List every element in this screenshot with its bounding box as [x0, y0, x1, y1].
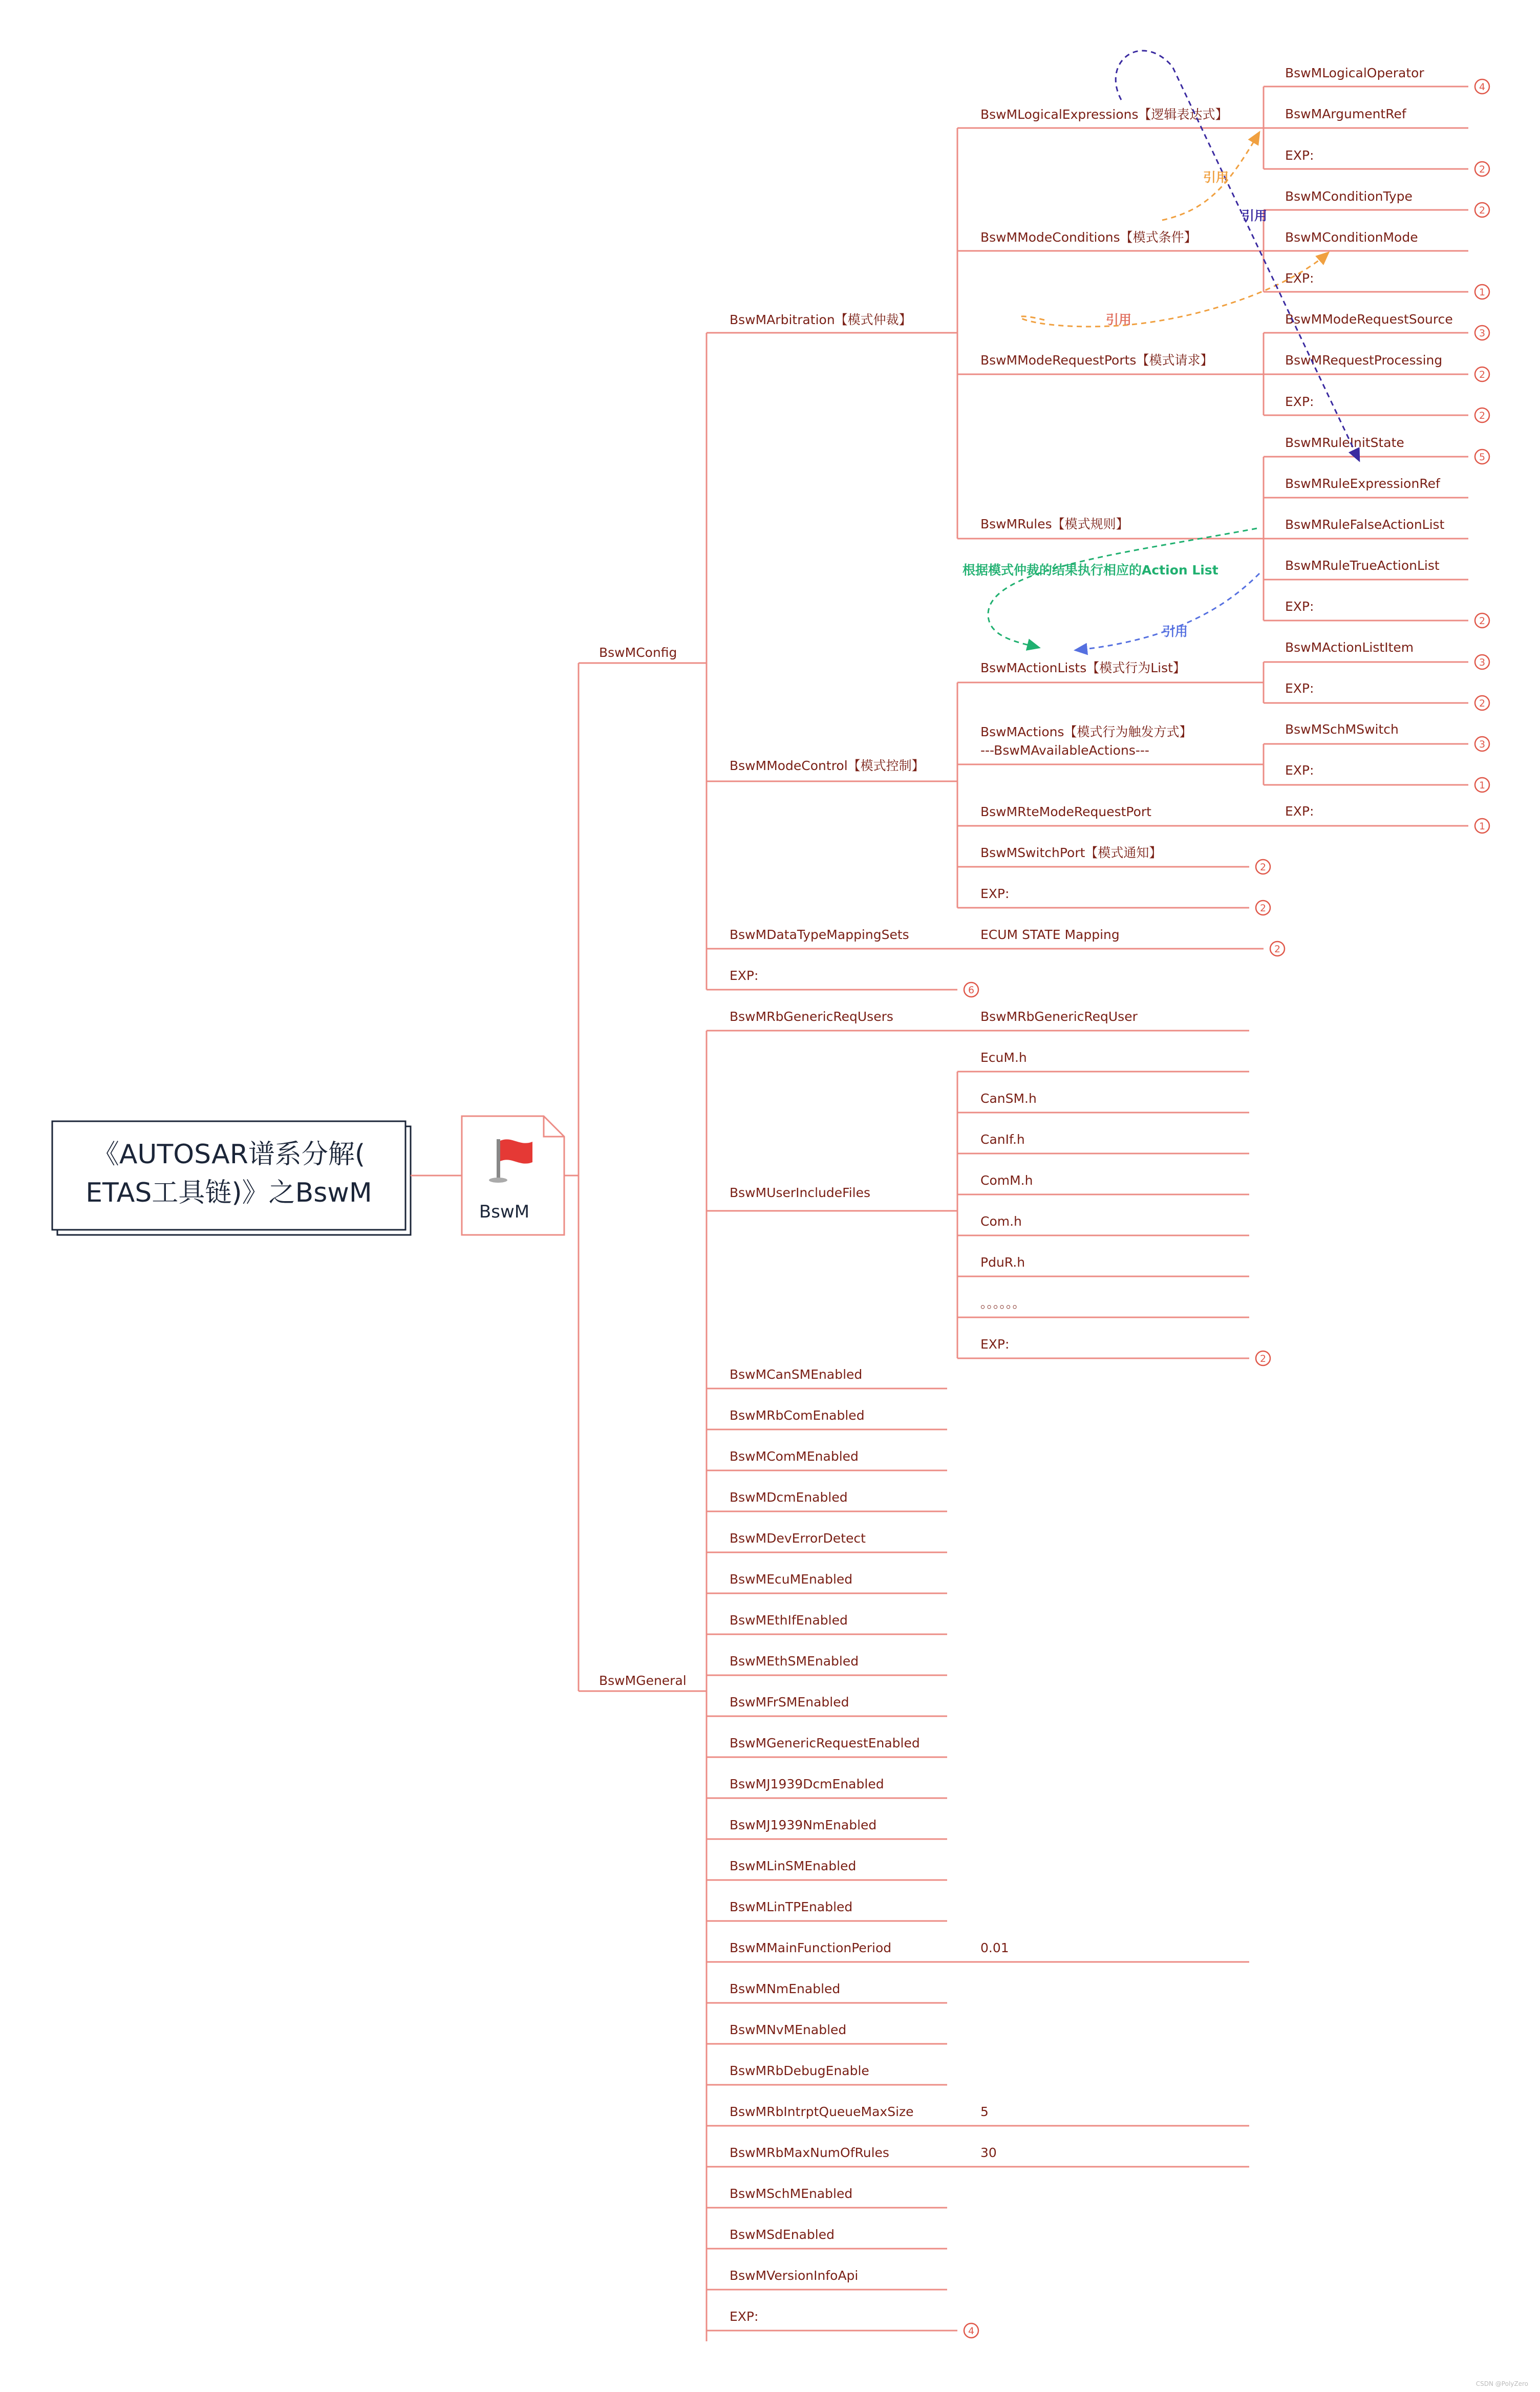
count-badge[interactable]: [1475, 203, 1489, 217]
count-badge[interactable]: [1270, 942, 1285, 956]
node-logical-operator[interactable]: BswMLogicalOperator: [1285, 66, 1424, 80]
count-badge-value: 2: [1259, 903, 1267, 914]
count-badge-value: 2: [1479, 698, 1486, 709]
general-item-value[interactable]: 0.01: [980, 1940, 1009, 1955]
count-badge[interactable]: [1475, 655, 1489, 669]
count-badge[interactable]: [1475, 450, 1489, 464]
general-item-label[interactable]: BswMMainFunctionPeriod: [730, 1940, 892, 1955]
general-item-label[interactable]: EXP:: [730, 2309, 759, 2324]
general-item-label[interactable]: BswMFrSMEnabled: [730, 1695, 849, 1710]
general-item-label[interactable]: BswMEthIfEnabled: [730, 1613, 848, 1628]
general-item-label[interactable]: BswMRbIntrptQueueMaxSize: [730, 2104, 914, 2119]
count-badge-value: 3: [1479, 657, 1486, 668]
general-item-label[interactable]: BswMDevErrorDetect: [730, 1531, 866, 1546]
include-files-list: [980, 1050, 1037, 1352]
watermark: CSDN @PolyZero: [1475, 2380, 1528, 2387]
node-request-exp[interactable]: EXP:: [1285, 394, 1314, 409]
count-badge-value: 6: [968, 985, 975, 996]
node-action-list-item[interactable]: BswMActionListItem: [1285, 640, 1414, 655]
count-badge[interactable]: [1475, 613, 1489, 628]
title-line-1: 《AUTOSAR谱系分解(: [92, 1139, 366, 1170]
annotation-ref-purple: 引用: [1242, 208, 1268, 223]
annotation-ref-red: 引用: [1106, 312, 1132, 327]
count-badge[interactable]: [1475, 285, 1489, 299]
annotation-ref-orange: 引用: [1203, 170, 1229, 185]
node-condition-exp[interactable]: EXP:: [1285, 271, 1314, 286]
node-logical-exp[interactable]: EXP:: [1285, 148, 1314, 163]
node-logical-expressions[interactable]: BswMLogicalExpressions【逻辑表达式】: [980, 107, 1228, 122]
node-action-lists[interactable]: BswMActionLists【模式行为List】: [980, 660, 1186, 675]
count-badge-value: 2: [1259, 1353, 1267, 1364]
count-badge-value: 2: [1479, 164, 1486, 175]
count-badge-value: 3: [1479, 328, 1486, 339]
count-badge-value: 2: [1479, 615, 1486, 627]
count-badges: [964, 79, 1489, 2338]
count-badge-value: 2: [1479, 369, 1486, 380]
node-user-include-files[interactable]: BswMUserIncludeFiles: [730, 1185, 871, 1200]
node-rule-false-action-list[interactable]: BswMRuleFalseActionList: [1285, 517, 1445, 532]
annotation-ref-blue: 引用: [1162, 624, 1188, 639]
count-badge[interactable]: [1475, 737, 1489, 751]
node-rule-exp[interactable]: EXP:: [1285, 599, 1314, 614]
node-bswm-general[interactable]: BswMGeneral: [599, 1673, 687, 1688]
general-item-label[interactable]: BswMEcuMEnabled: [730, 1572, 853, 1587]
node-request-source[interactable]: BswMModeRequestSource: [1285, 312, 1453, 327]
count-badge[interactable]: [964, 983, 978, 997]
general-items-list: [730, 1367, 1009, 2324]
general-item-label[interactable]: BswMSchMEnabled: [730, 2186, 853, 2201]
general-item-label[interactable]: BswMDcmEnabled: [730, 1490, 848, 1505]
count-badge[interactable]: [1475, 696, 1489, 710]
general-item-label[interactable]: BswMLinTPEnabled: [730, 1899, 853, 1914]
general-item-label[interactable]: BswMRbDebugEnable: [730, 2063, 869, 2078]
title-box: [52, 1121, 411, 1235]
node-switch-port[interactable]: BswMSwitchPort【模式通知】: [980, 845, 1162, 860]
include-file-item[interactable]: ComM.h: [980, 1173, 1033, 1188]
count-badge[interactable]: [1475, 778, 1489, 792]
general-item-label[interactable]: BswMComMEnabled: [730, 1449, 859, 1464]
general-item-label[interactable]: BswMCanSMEnabled: [730, 1367, 863, 1382]
general-item-label[interactable]: BswMJ1939NmEnabled: [730, 1818, 877, 1832]
general-item-label[interactable]: BswMNmEnabled: [730, 1981, 841, 1996]
node-action-lists-exp[interactable]: EXP:: [1285, 681, 1314, 696]
count-badge-value: 2: [1274, 944, 1281, 955]
node-generic-req-user[interactable]: BswMRbGenericReqUser: [980, 1009, 1138, 1024]
general-item-label[interactable]: BswMSdEnabled: [730, 2227, 835, 2242]
node-sch-m-switch[interactable]: BswMSchMSwitch: [1285, 722, 1399, 737]
count-badge-value: 4: [1479, 81, 1486, 93]
include-file-item[interactable]: 。。。。。。: [980, 1296, 1025, 1311]
general-item-label[interactable]: BswMNvMEnabled: [730, 2022, 847, 2037]
count-badge-value: 5: [1479, 452, 1486, 463]
count-badge[interactable]: [1256, 901, 1270, 915]
node-mode-control[interactable]: BswMModeControl【模式控制】: [730, 758, 925, 773]
include-file-item[interactable]: EXP:: [980, 1337, 1010, 1352]
general-item-label[interactable]: BswMJ1939DcmEnabled: [730, 1777, 884, 1791]
count-badge[interactable]: [1475, 79, 1489, 94]
count-badge-value: 2: [1259, 862, 1267, 873]
count-badge[interactable]: [1475, 162, 1489, 176]
node-generic-req-users[interactable]: BswMRbGenericReqUsers: [730, 1009, 893, 1024]
node-mode-conditions[interactable]: BswMModeConditions【模式条件】: [980, 230, 1197, 245]
count-badge-value: 1: [1479, 821, 1486, 832]
node-mode-request-ports[interactable]: BswMModeRequestPorts【模式请求】: [980, 353, 1213, 368]
count-badge[interactable]: [1256, 1351, 1270, 1365]
node-condition-mode[interactable]: BswMConditionMode: [1285, 230, 1418, 245]
node-actions-line-2: ---BswMAvailableActions---: [980, 743, 1149, 758]
include-file-item[interactable]: PduR.h: [980, 1255, 1025, 1270]
node-rule-true-action-list[interactable]: BswMRuleTrueActionList: [1285, 558, 1440, 573]
node-condition-type[interactable]: BswMConditionType: [1285, 189, 1413, 204]
include-file-item[interactable]: EcuM.h: [980, 1050, 1027, 1065]
node-arbitration[interactable]: BswMArbitration【模式仲裁】: [730, 312, 912, 327]
count-badge[interactable]: [1475, 408, 1489, 422]
node-rte-mode-request-port[interactable]: BswMRteModeRequestPort: [980, 804, 1151, 819]
general-item-label[interactable]: BswMEthSMEnabled: [730, 1654, 859, 1669]
include-file-item[interactable]: CanSM.h: [980, 1091, 1037, 1106]
node-data-type-mapping-value[interactable]: ECUM STATE Mapping: [980, 927, 1120, 942]
node-actions-exp[interactable]: EXP:: [1285, 763, 1314, 778]
general-item-label[interactable]: BswMVersionInfoApi: [730, 2268, 859, 2283]
count-badge-value: 2: [1479, 410, 1486, 421]
count-badge-value: 3: [1479, 739, 1486, 750]
root-node[interactable]: [462, 1116, 564, 1235]
node-config-exp[interactable]: EXP:: [730, 968, 759, 983]
node-mode-control-exp[interactable]: EXP:: [980, 886, 1010, 901]
general-item-label[interactable]: BswMLinSMEnabled: [730, 1859, 857, 1873]
count-badge[interactable]: [1475, 367, 1489, 381]
include-file-item[interactable]: Com.h: [980, 1214, 1022, 1229]
count-badge-value: 1: [1479, 287, 1486, 298]
count-badge[interactable]: [1475, 819, 1489, 833]
general-item-value[interactable]: 30: [980, 2145, 997, 2160]
node-argument-ref[interactable]: BswMArgumentRef: [1285, 106, 1406, 121]
node-data-type-mapping[interactable]: BswMDataTypeMappingSets: [730, 927, 909, 942]
node-rule-init-state[interactable]: BswMRuleInitState: [1285, 435, 1404, 450]
count-badge-value: 1: [1479, 780, 1486, 791]
title-line-2: ETAS工具链)》之BswM: [85, 1178, 372, 1208]
node-bswm-config[interactable]: BswMConfig: [599, 645, 677, 660]
count-badge[interactable]: [1256, 860, 1270, 874]
node-request-processing[interactable]: BswMRequestProcessing: [1285, 353, 1443, 368]
general-item-label[interactable]: BswMGenericRequestEnabled: [730, 1736, 920, 1750]
count-badge[interactable]: [1475, 326, 1489, 340]
general-item-label[interactable]: BswMRbMaxNumOfRules: [730, 2145, 889, 2160]
general-item-label[interactable]: BswMRbComEnabled: [730, 1408, 865, 1423]
include-file-item[interactable]: CanIf.h: [980, 1132, 1025, 1147]
node-rules[interactable]: BswMRules【模式规则】: [980, 517, 1129, 531]
count-badge[interactable]: [964, 2323, 978, 2338]
node-actions-line-1[interactable]: BswMActions【模式行为触发方式】: [980, 724, 1192, 739]
root-label: BswM: [479, 1202, 530, 1222]
count-badge-value: 2: [1479, 205, 1486, 216]
node-rule-expression-ref[interactable]: BswMRuleExpressionRef: [1285, 476, 1440, 491]
general-item-value[interactable]: 5: [980, 2104, 989, 2119]
count-badge-value: 4: [968, 2325, 975, 2337]
annotation-green-note: 根据模式仲裁的结果执行相应的Action List: [963, 563, 1218, 578]
node-rte-exp[interactable]: EXP:: [1285, 804, 1314, 819]
